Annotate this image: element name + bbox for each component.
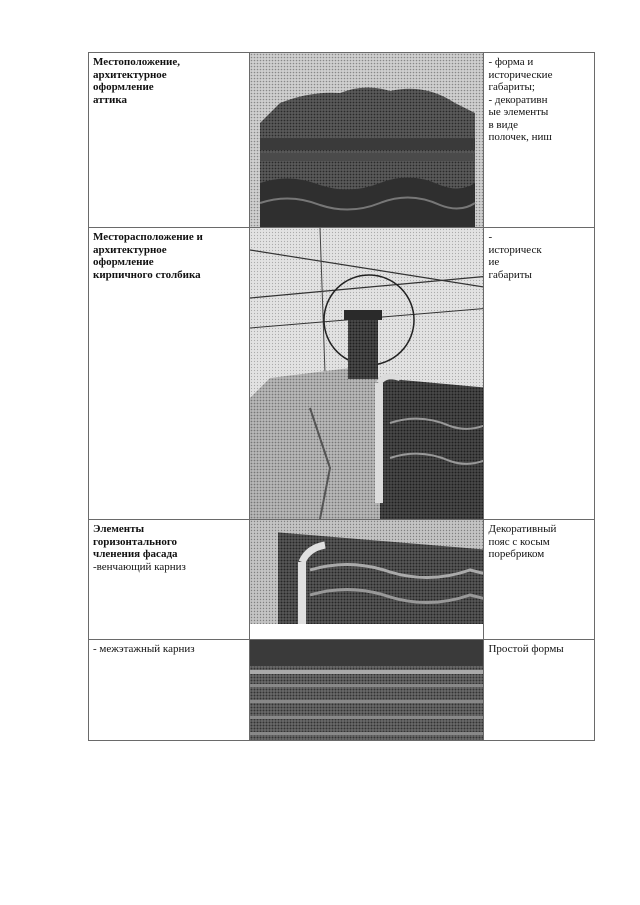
interfloor-cornice-photo xyxy=(250,640,483,740)
note-line: - декоративн xyxy=(488,93,548,106)
note-line: в виде xyxy=(488,118,518,131)
note-line: габариты; xyxy=(488,81,535,93)
brick-pillar-photo xyxy=(250,228,483,519)
note-line: поребриком xyxy=(488,548,545,560)
note-line: пояс с косым xyxy=(488,535,550,548)
photo-cell xyxy=(250,228,484,520)
note-line: - форма и xyxy=(488,56,534,68)
note-line: Декоративный xyxy=(488,523,557,535)
element-name-cell xyxy=(89,53,250,228)
table-row xyxy=(89,53,595,228)
element-name-cell xyxy=(89,228,250,520)
note-line: габариты xyxy=(488,268,532,281)
label-line: архитектурное xyxy=(93,243,167,256)
protected-features-cell xyxy=(484,520,595,640)
table-row xyxy=(89,228,595,520)
note-line: - xyxy=(488,231,493,243)
note-line: ые элементы xyxy=(488,106,549,118)
photo-cell xyxy=(250,53,484,228)
note-line: ие xyxy=(488,256,500,268)
photo-cell xyxy=(250,640,484,741)
protected-features-cell xyxy=(484,640,595,741)
attic-photo xyxy=(250,53,483,227)
element-name-cell xyxy=(89,520,250,640)
label-line: - межэтажный карниз xyxy=(93,643,195,655)
label-line: оформление xyxy=(93,81,154,93)
table-row xyxy=(89,520,595,640)
label-line: Месторасположение и xyxy=(93,231,203,243)
protected-features-cell xyxy=(484,228,595,520)
label-line: горизонтального xyxy=(93,535,178,548)
label-line: -венчающий карниз xyxy=(93,560,186,573)
label-line: Элементы xyxy=(93,523,145,535)
label-line: кирпичного столбика xyxy=(93,268,201,281)
label-line: членения фасада xyxy=(93,548,178,560)
note-line: исторические xyxy=(488,68,553,81)
photo-cell xyxy=(250,520,484,640)
protected-features-cell xyxy=(484,53,595,228)
element-name-cell xyxy=(89,640,250,741)
note-line: Простой формы xyxy=(488,643,564,655)
label-line: аттика xyxy=(93,93,128,106)
crowning-cornice-photo xyxy=(250,520,483,624)
note-line: полочек, ниш xyxy=(488,131,552,143)
label-line: оформление xyxy=(93,256,154,268)
label-line: Местоположение, xyxy=(93,56,181,68)
note-line: историческ xyxy=(488,243,542,256)
label-line: архитектурное xyxy=(93,68,167,81)
facade-elements-table xyxy=(88,52,595,741)
table-row xyxy=(89,640,595,741)
